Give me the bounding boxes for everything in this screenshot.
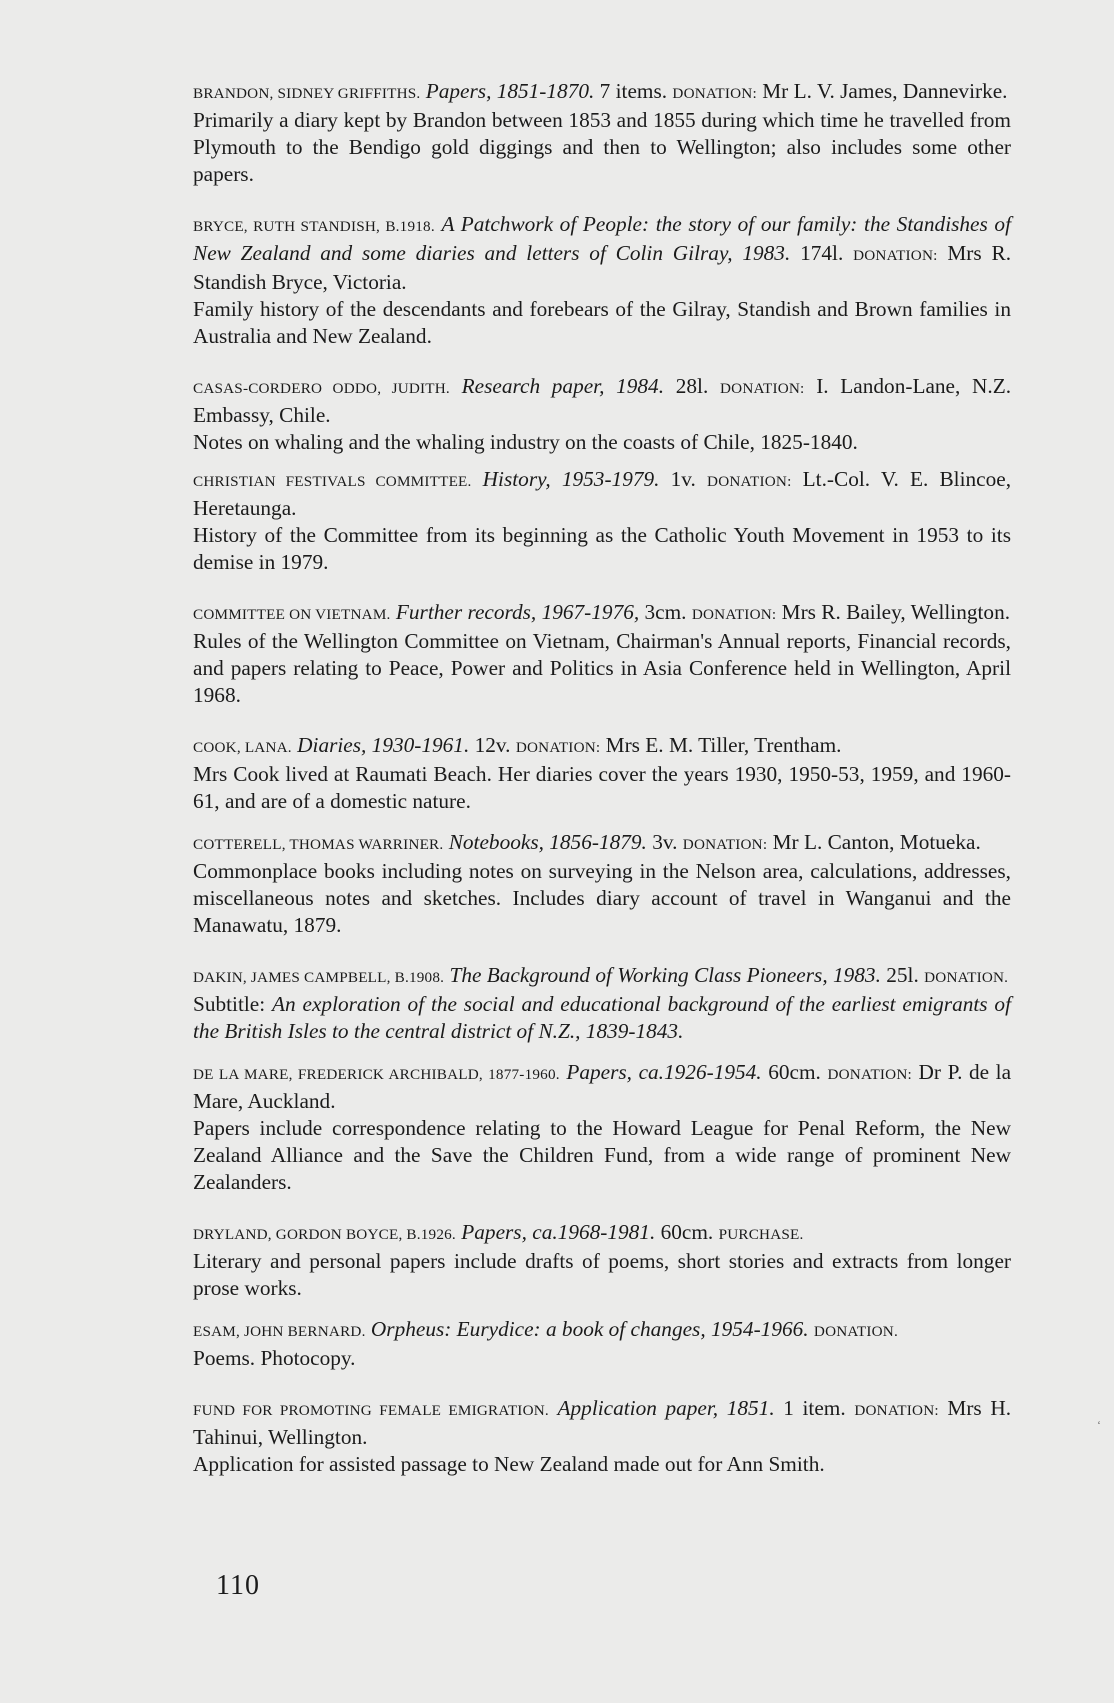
entry-extent: 174l. bbox=[800, 241, 844, 265]
entry-heading bbox=[193, 78, 1011, 107]
entry-heading bbox=[193, 829, 1011, 858]
entry-description: History of the Committee from its beginning as the Catholic Youth Movement in 1953 to its demise in 1979. bbox=[193, 523, 1011, 574]
entry-description: Poems. Photocopy. bbox=[193, 1346, 356, 1370]
entry-title: Orpheus: Eurydice: a book of changes, 1954-1966. bbox=[370, 1317, 809, 1341]
entry-extent: 28l. bbox=[675, 374, 709, 398]
entry-extent: 12v. bbox=[474, 733, 511, 757]
entry-title: History, 1953-1979. bbox=[482, 467, 660, 491]
entry-name: CASAS-CORDERO ODDO, JUDITH. bbox=[193, 380, 450, 397]
entry-description: Literary and personal papers include drafts of poems, short stories and extracts from longer prose works. bbox=[193, 1249, 1011, 1300]
entry-description: Rules of the Wellington Committee on Vietnam, Chairman's Annual reports, Financial records, and papers relating to Peace, Power and Politics in Asia Conference held in Wellington, April 1968. bbox=[193, 629, 1011, 707]
accessions-list bbox=[193, 78, 1011, 1501]
entry-source-label: DONATION: bbox=[515, 739, 601, 756]
entry-description: Primarily a diary kept by Brandon between 1853 and 1855 during which time he travelled from Plymouth to the Bendigo gold diggings and then to Wellington; also includes some other papers. bbox=[193, 108, 1011, 186]
entry-heading bbox=[193, 211, 1011, 296]
entry-extent: 7 items. bbox=[599, 79, 668, 103]
entry-name: COMMITTEE ON VIETNAM. bbox=[193, 606, 391, 623]
entry-description: Papers include correspondence relating to the Howard League for Penal Reform, the New Zealand Alliance and the Save the Children Fund, from a wide range of prominent New Zealanders. bbox=[193, 1116, 1011, 1194]
entry-source: Dr P. de la Mare, Auckland. bbox=[193, 1060, 1012, 1113]
entry-title: Papers, 1851-1870. bbox=[425, 79, 595, 103]
entry-source-label: DONATION: bbox=[691, 606, 777, 623]
entry-title: Application paper, 1851. bbox=[557, 1396, 775, 1420]
entry-heading bbox=[193, 466, 1011, 522]
entry-heading bbox=[193, 1059, 1011, 1115]
entry-cook bbox=[193, 732, 1011, 815]
entry-heading bbox=[193, 599, 1011, 628]
entry-extent: 1 item. bbox=[783, 1396, 846, 1420]
entry-cotterell bbox=[193, 829, 1011, 939]
entry-source-label: DONATION. bbox=[813, 1323, 898, 1340]
entry-heading bbox=[193, 732, 1011, 761]
entry-extent: 25l. bbox=[886, 963, 919, 987]
entry-description: Mrs Cook lived at Raumati Beach. Her diaries cover the years 1930, 1950-53, 1959, and 1960-61, and are of a domestic nature. bbox=[193, 762, 1011, 813]
entry-name: DE LA MARE, FREDERICK ARCHIBALD, 1877-1960. bbox=[193, 1066, 560, 1083]
entry-christian-festivals bbox=[193, 466, 1011, 576]
entry-name: ESAM, JOHN BERNARD. bbox=[193, 1323, 366, 1340]
entry-source: Mrs R. Standish Bryce, Victoria. bbox=[193, 241, 1012, 294]
entry-dryland bbox=[193, 1219, 1011, 1302]
entry-title: Papers, ca.1968-1981. bbox=[461, 1220, 656, 1244]
entry-extent: 1v. bbox=[670, 467, 696, 491]
entry-heading bbox=[193, 1395, 1011, 1451]
entry-source: Mr L. V. James, Dannevirke. bbox=[762, 79, 1008, 103]
entry-casas-cordero bbox=[193, 373, 1011, 456]
entry-source: Lt.-Col. V. E. Blincoe, Heretaunga. bbox=[193, 467, 1012, 520]
entry-title: Diaries, 1930-1961. bbox=[297, 733, 470, 757]
entry-source-label: DONATION: bbox=[827, 1066, 912, 1083]
entry-source: Mrs E. M. Tiller, Trentham. bbox=[605, 733, 842, 757]
entry-heading bbox=[193, 1219, 1011, 1248]
entry-title: The Background of Working Class Pioneers, 1983. bbox=[449, 963, 881, 987]
entry-title: Further records, 1967-1976, bbox=[395, 600, 640, 624]
entry-description: Application for assisted passage to New Zealand made out for Ann Smith. bbox=[193, 1452, 825, 1476]
entry-title: Notebooks, 1856-1879. bbox=[448, 830, 647, 854]
entry-source: Mr L. Canton, Motueka. bbox=[772, 830, 981, 854]
entry-dakin bbox=[193, 962, 1011, 1045]
entry-name: COOK, LANA. bbox=[193, 739, 292, 756]
entry-extent: 3cm. bbox=[644, 600, 687, 624]
entry-bryce bbox=[193, 211, 1011, 350]
entry-name: COTTERELL, THOMAS WARRINER. bbox=[193, 836, 444, 853]
entry-heading bbox=[193, 1316, 1011, 1345]
entry-source: Mrs H. Tahinui, Wellington. bbox=[193, 1396, 1012, 1449]
entry-description bbox=[193, 991, 1011, 1045]
entry-source-label: DONATION: bbox=[853, 247, 938, 264]
entry-fund-female-emigration bbox=[193, 1395, 1011, 1478]
entry-description: Notes on whaling and the whaling industry on the coasts of Chile, 1825-1840. bbox=[193, 430, 858, 454]
entry-name: DRYLAND, GORDON BOYCE, B.1926. bbox=[193, 1226, 456, 1243]
entry-heading bbox=[193, 962, 1011, 991]
entry-source-label: DONATION: bbox=[720, 380, 805, 397]
subtitle-text: An exploration of the social and educational background of the earliest emigrants of the British Isles to the central district of N.Z., 1839-1843. bbox=[193, 992, 1012, 1043]
entry-description: Commonplace books including notes on surveying in the Nelson area, calculations, addresses, miscellaneous notes and sketches. Includes diary account of travel in Wanganui and the Manawatu, 1879. bbox=[193, 859, 1011, 937]
entry-heading bbox=[193, 373, 1011, 429]
entry-esam bbox=[193, 1316, 1011, 1372]
entry-source-label: DONATION: bbox=[682, 836, 768, 853]
entry-de-la-mare bbox=[193, 1059, 1011, 1196]
entry-source: I. Landon-Lane, N.Z. Embassy, Chile. bbox=[193, 374, 1012, 427]
entry-name: CHRISTIAN FESTIVALS COMMITTEE. bbox=[193, 473, 472, 490]
entry-title: A Patchwork of People: the story of our family: the Standishes of New Zealand and some diaries and letters of Colin Gilray, 1983. bbox=[193, 212, 1011, 265]
page-number: 110 bbox=[216, 1570, 260, 1601]
entry-title: Papers, ca.1926-1954. bbox=[566, 1060, 762, 1084]
entry-extent: 60cm. bbox=[660, 1220, 714, 1244]
entry-source-label: DONATION: bbox=[854, 1402, 939, 1419]
entry-source: Mrs R. Bailey, Wellington. bbox=[781, 600, 1011, 624]
margin-mark: ‘ bbox=[1097, 1418, 1101, 1432]
entry-title: Research paper, 1984. bbox=[461, 374, 665, 398]
entry-name: BRANDON, SIDNEY GRIFFITHS. bbox=[193, 85, 421, 102]
entry-source-label: PURCHASE. bbox=[718, 1226, 804, 1243]
entry-source-label: DONATION: bbox=[707, 473, 792, 490]
entry-source-label: DONATION. bbox=[924, 969, 1009, 986]
entry-name: FUND FOR PROMOTING FEMALE EMIGRATION. bbox=[193, 1402, 549, 1419]
entry-extent: 60cm. bbox=[768, 1060, 821, 1084]
entry-brandon bbox=[193, 78, 1011, 188]
entry-name: DAKIN, JAMES CAMPBELL, B.1908. bbox=[193, 969, 445, 986]
entry-name: BRYCE, RUTH STANDISH, B.1918. bbox=[193, 218, 435, 235]
entry-committee-vietnam bbox=[193, 599, 1011, 709]
entry-source-label: DONATION: bbox=[672, 85, 757, 102]
entry-extent: 3v. bbox=[652, 830, 678, 854]
subtitle-label: Subtitle: bbox=[193, 992, 266, 1016]
entry-description: Family history of the descendants and forebears of the Gilray, Standish and Brown families in Australia and New Zealand. bbox=[193, 297, 1011, 348]
